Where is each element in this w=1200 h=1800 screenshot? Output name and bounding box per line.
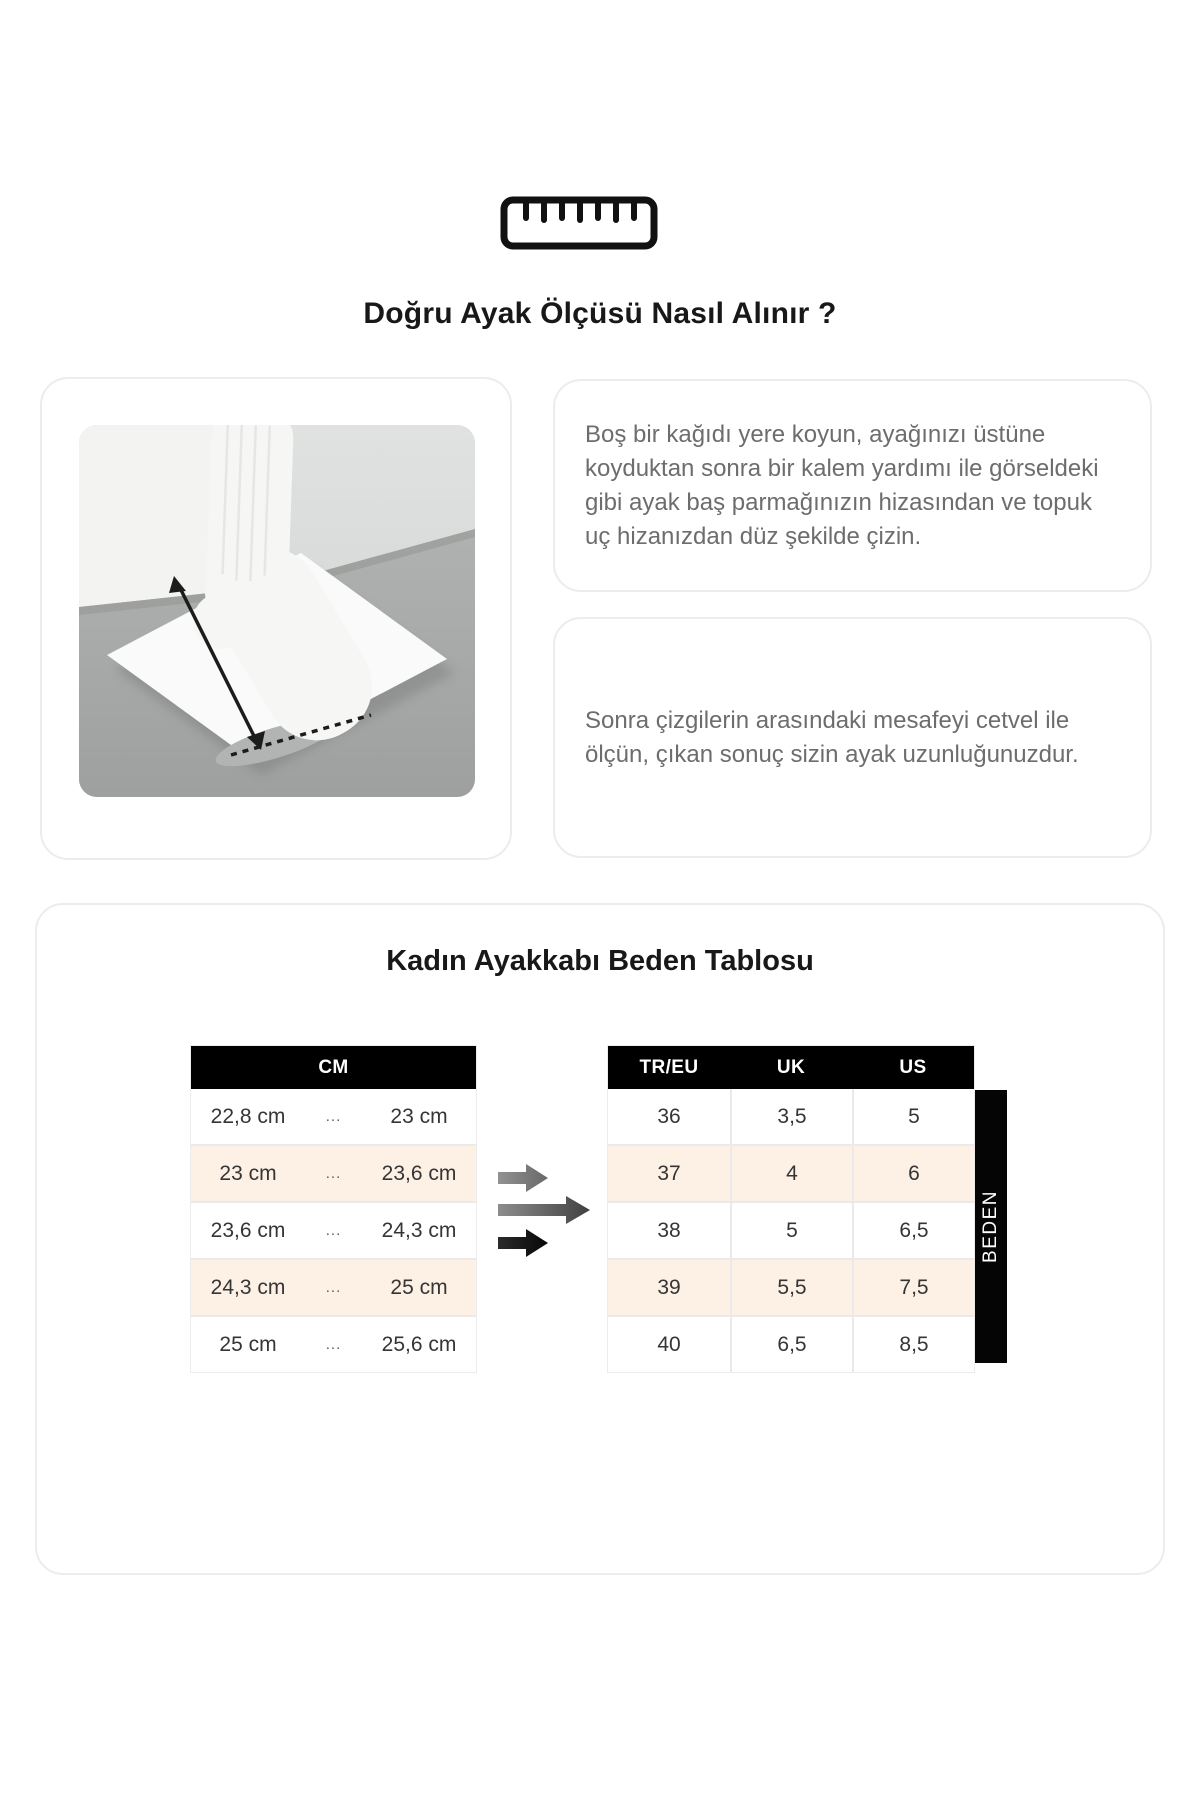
cm-from: 23,6 cm bbox=[210, 1218, 286, 1242]
cm-table-header bbox=[191, 1046, 476, 1089]
size-us: 6 bbox=[852, 1146, 974, 1201]
table-row bbox=[191, 1201, 476, 1258]
size-us: 6,5 bbox=[852, 1203, 974, 1258]
size-tr-eu: 38 bbox=[657, 1218, 681, 1242]
foot-measurement-photo bbox=[79, 425, 475, 797]
table-row bbox=[191, 1144, 476, 1201]
cm-to: 23 cm bbox=[390, 1104, 448, 1128]
table-row bbox=[191, 1258, 476, 1315]
table-row bbox=[608, 1315, 974, 1372]
cm-header-label: CM bbox=[318, 1056, 349, 1078]
size-us: 8,5 bbox=[852, 1317, 974, 1372]
header-tr-eu: TR/EU bbox=[639, 1056, 699, 1078]
cm-from: 23 cm bbox=[219, 1161, 277, 1185]
range-separator: ... bbox=[325, 1108, 342, 1125]
table-row bbox=[191, 1315, 476, 1372]
cm-to: 25,6 cm bbox=[381, 1332, 457, 1356]
range-separator: ... bbox=[325, 1165, 342, 1182]
table-row bbox=[608, 1089, 974, 1144]
cm-to: 23,6 cm bbox=[381, 1161, 457, 1185]
size-uk: 6,5 bbox=[730, 1317, 852, 1372]
header-us: US bbox=[899, 1056, 927, 1078]
conversion-table-header bbox=[608, 1046, 974, 1089]
beden-side-label bbox=[975, 1090, 1007, 1363]
conversion-arrows-icon bbox=[498, 1162, 598, 1262]
instruction-text-1: Boş bir kağıdı yere koyun, ayağınızı üstüne koyduktan sonra bir kalem yardımı ile görseldeki gibi ayak baş parmağınızın hizasından ve topuk uç hizanızdan düz şekilde çizin. bbox=[585, 420, 1099, 550]
size-us: 7,5 bbox=[852, 1260, 974, 1315]
cm-to: 24,3 cm bbox=[381, 1218, 457, 1242]
cm-from: 22,8 cm bbox=[210, 1104, 286, 1128]
size-uk: 3,5 bbox=[730, 1089, 852, 1144]
range-separator: ... bbox=[325, 1336, 342, 1353]
size-uk: 4 bbox=[730, 1146, 852, 1201]
size-tr-eu: 36 bbox=[657, 1104, 681, 1128]
cm-from: 25 cm bbox=[219, 1332, 277, 1356]
size-conversion-table bbox=[607, 1045, 975, 1373]
cm-to: 25 cm bbox=[390, 1275, 448, 1299]
size-uk: 5 bbox=[730, 1203, 852, 1258]
header-uk: UK bbox=[776, 1056, 806, 1078]
size-table-title: Kadın Ayakkabı Beden Tablosu bbox=[386, 945, 814, 977]
instruction-card-2 bbox=[553, 617, 1152, 858]
table-row bbox=[608, 1201, 974, 1258]
range-separator: ... bbox=[325, 1222, 342, 1239]
size-tr-eu: 40 bbox=[657, 1332, 681, 1356]
cm-from: 24,3 cm bbox=[210, 1275, 286, 1299]
size-tr-eu: 37 bbox=[657, 1161, 681, 1185]
instruction-text-2: Sonra çizgilerin arasındaki mesafeyi cetvel ile ölçün, çıkan sonuç sizin ayak uzunluğunuzdur. bbox=[585, 706, 1079, 768]
size-tr-eu: 39 bbox=[657, 1275, 681, 1299]
table-row bbox=[608, 1144, 974, 1201]
size-us: 5 bbox=[852, 1089, 974, 1144]
beden-label-text: BEDEN bbox=[980, 1190, 1001, 1263]
table-row bbox=[608, 1258, 974, 1315]
table-row bbox=[191, 1089, 476, 1144]
measurement-photo-card bbox=[40, 377, 512, 860]
instruction-card-1 bbox=[553, 379, 1152, 592]
page-title: Doğru Ayak Ölçüsü Nasıl Alınır ? bbox=[363, 297, 837, 330]
size-uk: 5,5 bbox=[730, 1260, 852, 1315]
cm-range-table bbox=[190, 1045, 477, 1373]
ruler-icon bbox=[500, 196, 658, 250]
range-separator: ... bbox=[325, 1279, 342, 1296]
